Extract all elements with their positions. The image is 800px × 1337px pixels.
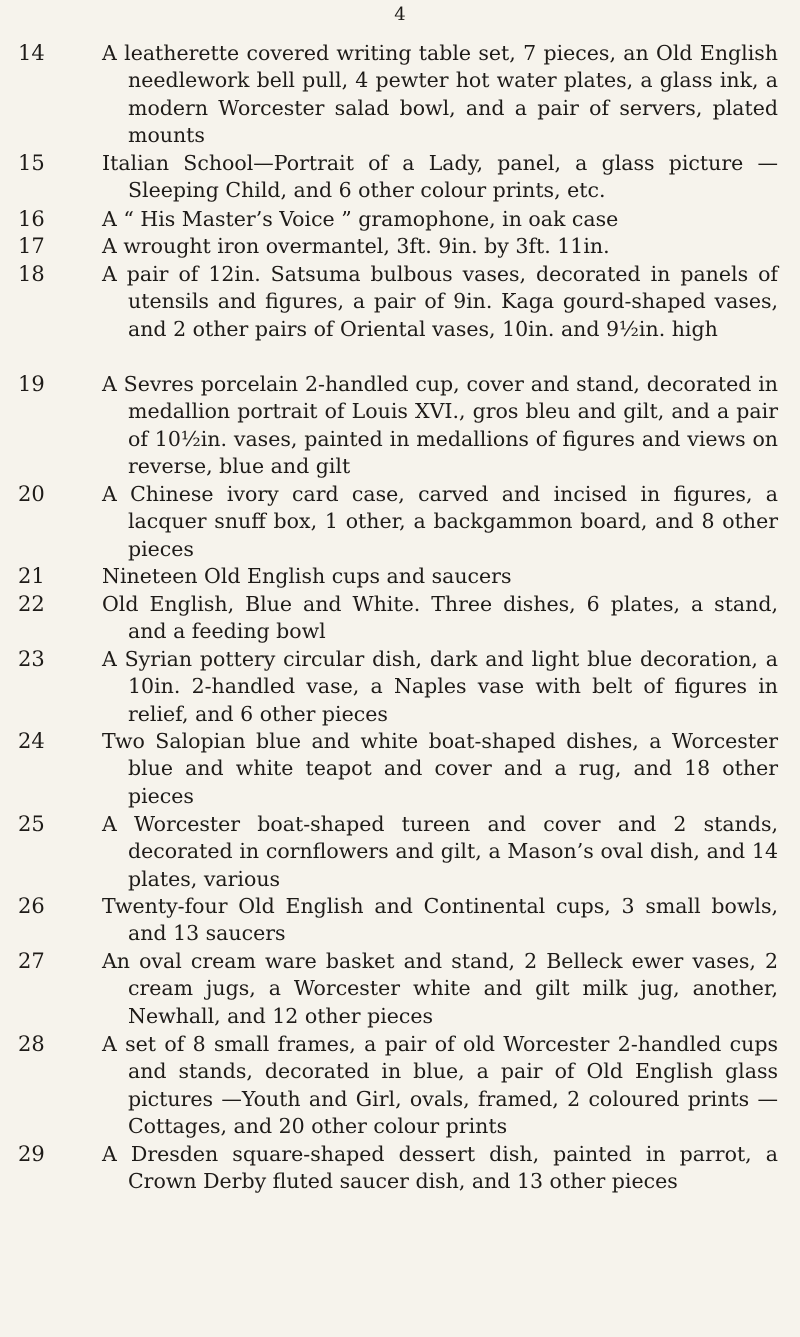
lot-number: 16 — [18, 207, 45, 231]
lot-number: 26 — [18, 894, 45, 918]
lot-number: 19 — [18, 372, 45, 396]
lot-number: 24 — [18, 729, 45, 753]
lot-number: 20 — [18, 482, 45, 506]
lot-number: 25 — [18, 812, 45, 836]
lot-description: A leatherette covered writing table set, 7 pieces, an Old English needlework bell pull, 4 pewter hot water plates, a glass ink, a modern Worcester salad bowl, and a pair of servers, plated mounts — [102, 41, 778, 148]
lot-description: A “ His Master’s Voice ” gramophone, in oak case — [102, 207, 619, 231]
lot-description: A Dresden square-shaped dessert dish, painted in parrot, a Crown Derby fluted saucer dish, and 13 other pieces — [102, 1142, 778, 1194]
lot-number: 21 — [18, 564, 45, 588]
lot-number: 28 — [18, 1032, 45, 1056]
lot-number: 29 — [18, 1142, 45, 1166]
lot-number: 22 — [18, 592, 45, 616]
lot-number: 27 — [18, 949, 45, 973]
lot-description: Old English, Blue and White. Three dishes, 6 plates, a stand, and a feeding bowl — [102, 592, 778, 644]
lot-description: A Syrian pottery circular dish, dark and light blue decoration, a 10in. 2-handled vase, a Naples vase with belt of figures in relief, and 6 other pieces — [102, 647, 778, 726]
lot-description: A Sevres porcelain 2-handled cup, cover and stand, decorated in medallion portrait of Louis XVI., gros bleu and gilt, and a pair of 10½in. vases, painted in medallions of figures and views on reverse, blue and gilt — [102, 372, 778, 479]
lot-description: Twenty-four Old English and Continental cups, 3 small bowls, and 13 saucers — [102, 894, 778, 946]
lot-number: 14 — [18, 41, 45, 65]
lot-number: 18 — [18, 262, 45, 286]
lot-description: Italian School—Portrait of a Lady, panel, a glass picture —Sleeping Child, and 6 other colour prints, etc. — [102, 151, 778, 203]
lot-description: A Worcester boat-shaped tureen and cover and 2 stands, decorated in cornflowers and gilt, a Mason’s oval dish, and 14 plates, various — [102, 812, 778, 891]
lot-description: A Chinese ivory card case, carved and incised in figures, a lacquer snuff box, 1 other, a backgammon board, and 8 other pieces — [102, 482, 778, 561]
lot-description: Two Salopian blue and white boat-shaped dishes, a Worcester blue and white teapot and cover and a rug, and 18 other pieces — [102, 729, 778, 808]
lot-description: A wrought iron overmantel, 3ft. 9in. by 3ft. 11in. — [102, 234, 610, 258]
lot-description: Nineteen Old English cups and saucers — [102, 564, 512, 588]
lot-number: 23 — [18, 647, 45, 671]
page-number: 4 — [394, 4, 406, 25]
lot-description: A set of 8 small frames, a pair of old Worcester 2-handled cups and stands, decorated in blue, a pair of Old English glass pictures —Youth and Girl, ovals, framed, 2 coloured prints —Cottages, and 20 other colour prints — [102, 1032, 778, 1139]
lot-number: 17 — [18, 234, 45, 258]
lot-number: 15 — [18, 151, 45, 175]
lot-description: A pair of 12in. Satsuma bulbous vases, decorated in panels of utensils and figures, a pair of 9in. Kaga gourd-shaped vases, and 2 other pairs of Oriental vases, 10in. and 9½in. high — [102, 262, 778, 341]
lot-description: An oval cream ware basket and stand, 2 Belleck ewer vases, 2 cream jugs, a Worcester white and gilt milk jug, another, Newhall, and 12 other pieces — [102, 949, 778, 1028]
